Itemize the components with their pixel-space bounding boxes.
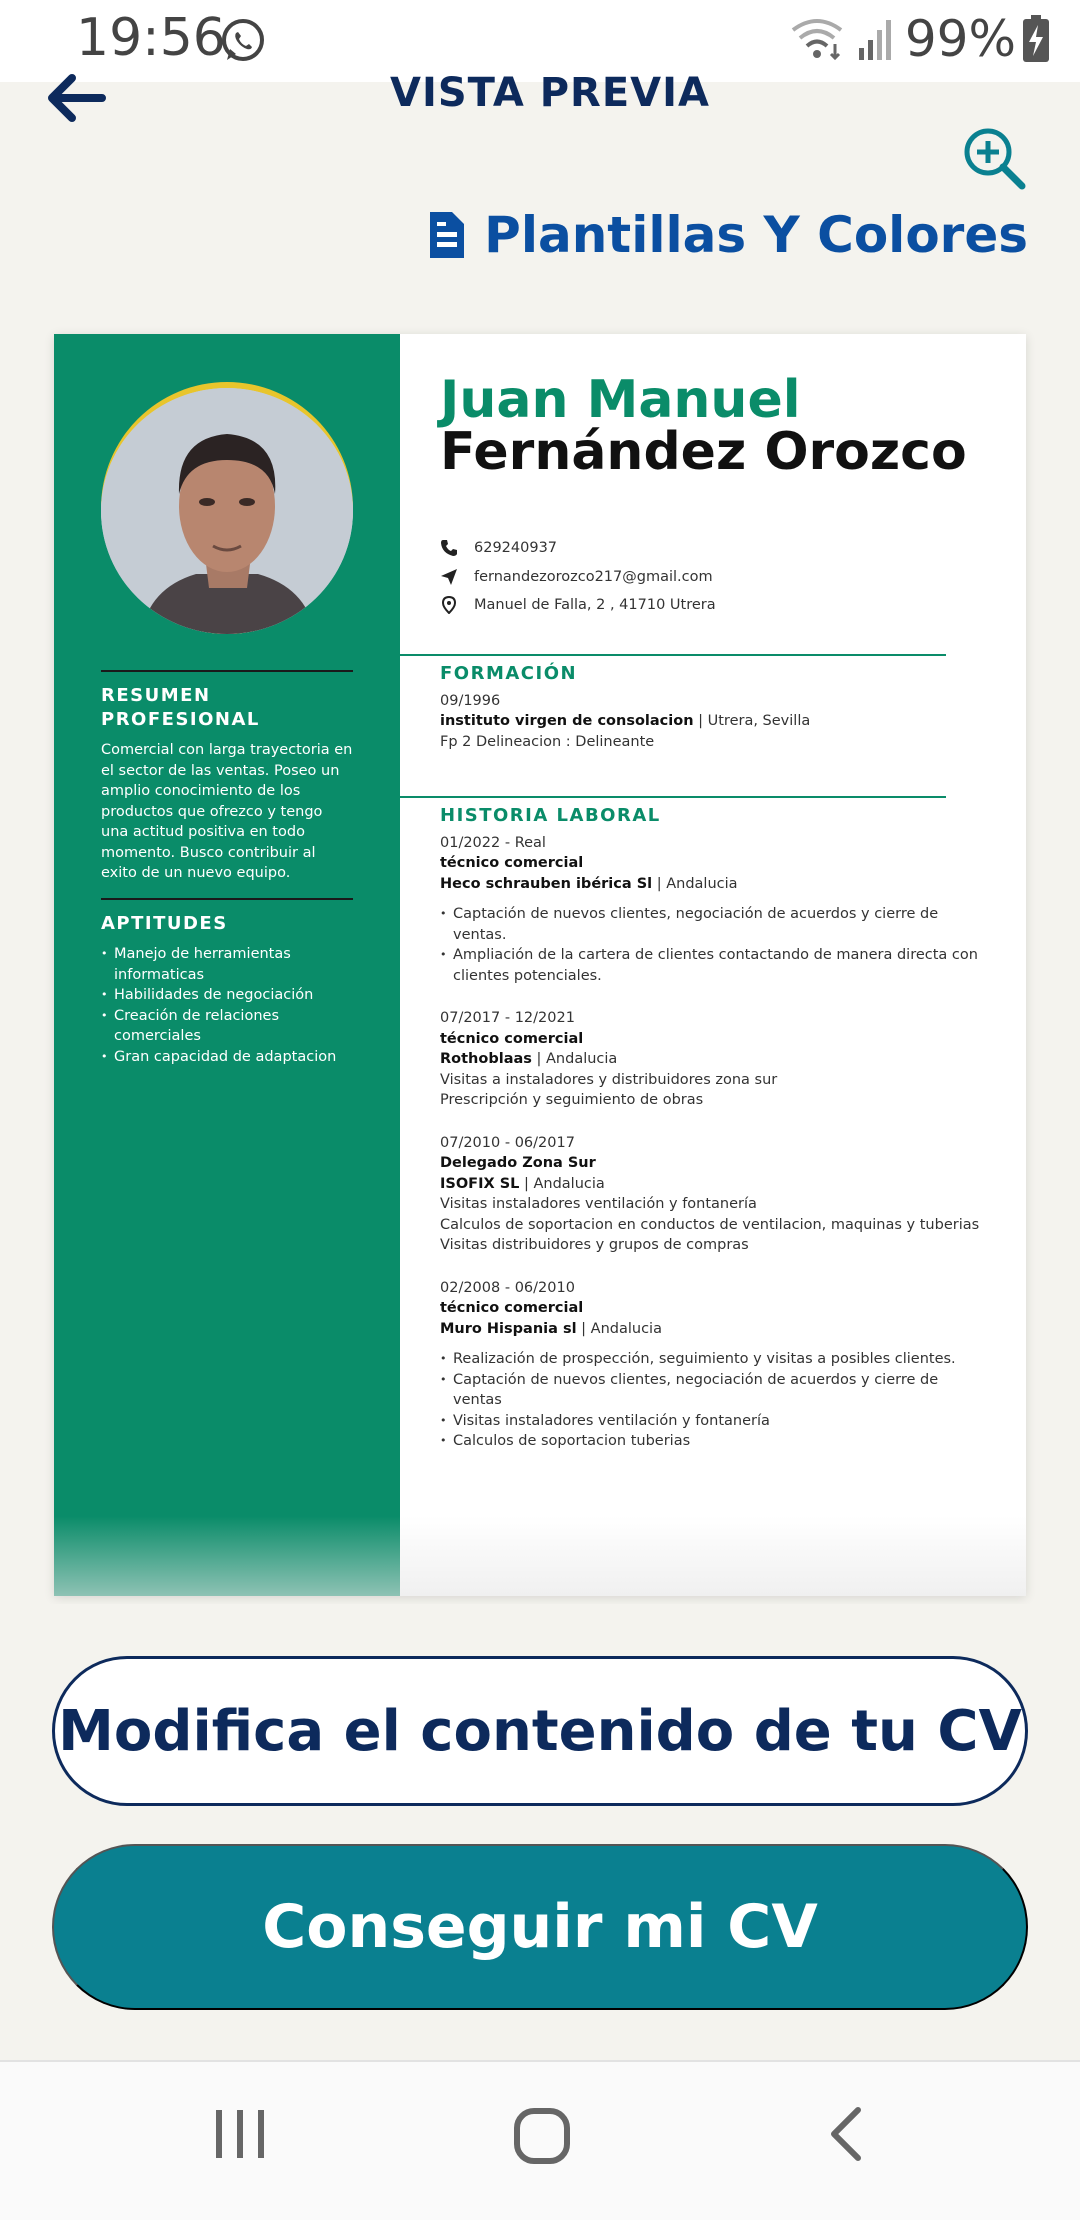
education-location: | Utrera, Sevilla: [693, 713, 811, 729]
summary-heading-line1: RESUMEN: [101, 685, 211, 706]
education-section: [440, 664, 980, 752]
job-line: Visitas instaladores ventilación y fontanería: [440, 1196, 757, 1212]
education-school: instituto virgen de consolacion: [440, 713, 694, 729]
job-company: Heco schrauben ibérica Sl: [440, 875, 653, 892]
job-dates: 07/2010 - 06/2017: [440, 1134, 575, 1151]
job-company-row: [440, 1319, 980, 1340]
page-title: VISTA PREVIA: [390, 70, 710, 116]
job-company: Muro Hispania sl: [440, 1320, 577, 1337]
summary-section: [101, 670, 353, 884]
person-silhouette-icon: [101, 388, 353, 634]
signal-icon: [855, 16, 895, 62]
job-title: técnico comercial: [440, 1300, 584, 1316]
job-company-row: [440, 1174, 980, 1195]
job-line: Visitas distribuidores y grupos de compras: [440, 1237, 749, 1253]
zoom-in-icon[interactable]: [962, 126, 1028, 192]
job-bullet: • Ampliación de la cartera de clientes contactando de manera directa con clientes potenciales.: [440, 945, 980, 986]
job-location: | Andalucia: [576, 1320, 662, 1337]
system-nav-bar: [0, 2060, 1080, 2220]
profile-photo: [101, 388, 353, 634]
document-icon: [428, 210, 466, 260]
skills-heading: APTITUDES: [101, 913, 228, 934]
back-nav-icon[interactable]: [826, 2106, 866, 2162]
contact-email-text: fernandezorozco217@gmail.com: [474, 568, 713, 585]
skill-item: • Gran capacidad de adaptacion: [101, 1047, 353, 1068]
job-title: técnico comercial: [440, 1030, 584, 1047]
job-bullets: [440, 904, 980, 986]
cv-main-column: [400, 334, 1026, 1596]
recent-apps-icon[interactable]: [212, 2106, 268, 2162]
battery-percent: 99%: [904, 10, 1016, 68]
job-company: ISOFIX SL: [440, 1175, 520, 1192]
job-location: | Andalucia: [519, 1175, 605, 1192]
job-dates: 02/2008 - 06/2010: [440, 1279, 575, 1296]
job-line: Prescripción y seguimiento de obras: [440, 1092, 704, 1108]
section-divider: [400, 654, 946, 656]
job-bullet: • Captación de nuevos clientes, negociación de acuerdos y cierre de ventas.: [440, 904, 980, 945]
wifi-icon: [791, 16, 847, 62]
job-title: Delegado Zona Sur: [440, 1155, 596, 1171]
job-company-row: [440, 1049, 980, 1070]
job-company-row: [440, 874, 980, 895]
job-entry: [440, 1008, 980, 1111]
contact-address: [440, 591, 716, 620]
education-date: 09/1996: [440, 692, 501, 709]
whatsapp-icon: [218, 16, 268, 66]
summary-heading: [101, 684, 353, 732]
contact-address-text: Manuel de Falla, 2 , 41710 Utrera: [474, 597, 716, 614]
contact-phone-text: 629240937: [474, 540, 558, 557]
skill-item: • Creación de relaciones comerciales: [101, 1006, 353, 1047]
cv-sidebar: [54, 334, 400, 1596]
cv-preview[interactable]: [54, 334, 1026, 1596]
job-bullet: • Captación de nuevos clientes, negociación de acuerdos y cierre de ventas: [440, 1370, 980, 1411]
location-pin-icon: [440, 596, 458, 614]
work-section: [440, 806, 980, 1474]
skills-section: [101, 898, 353, 1067]
skill-item: • Manejo de herramientas informaticas: [101, 944, 353, 985]
work-heading: HISTORIA LABORAL: [440, 805, 661, 826]
job-location: | Andalucia: [531, 1051, 618, 1067]
education-degree: Fp 2 Delineacion : Delineante: [440, 733, 655, 750]
divider: [101, 670, 353, 672]
job-bullet: • Realización de prospección, seguimiento y visitas a posibles clientes.: [440, 1349, 980, 1370]
job-line: Calculos de soportacion en conductos de ventilacion, maquinas y tuberias: [440, 1216, 980, 1233]
job-bullet: • Calculos de soportacion tuberias: [440, 1431, 980, 1452]
battery-charging-icon: [1022, 15, 1050, 63]
status-icons: [791, 10, 1050, 68]
job-line: Visitas a instaladores y distribuidores zona sur: [440, 1071, 778, 1088]
preview-fade: [54, 1516, 1026, 1596]
job-entry: [440, 833, 980, 987]
job-location: | Andalucia: [652, 875, 738, 892]
cv-last-name: Fernández Orozco: [440, 422, 967, 482]
job-title: técnico comercial: [440, 855, 584, 871]
edit-cv-button[interactable]: Modifica el contenido de tu CV: [52, 1656, 1028, 1806]
phone-icon: [440, 539, 458, 557]
job-bullets: [440, 1349, 980, 1452]
bottom-actions: [0, 1604, 1080, 2060]
status-time: 19:56: [76, 8, 226, 68]
section-divider: [400, 796, 946, 798]
send-icon: [440, 568, 458, 586]
get-cv-button[interactable]: Conseguir mi CV: [52, 1844, 1028, 2010]
job-dates: 01/2022 - Real: [440, 834, 546, 851]
skill-item: • Habilidades de negociación: [101, 985, 353, 1006]
job-dates: 07/2017 - 12/2021: [440, 1010, 575, 1026]
templates-link-label: Plantillas Y Colores: [484, 206, 1028, 264]
home-icon[interactable]: [512, 2106, 572, 2166]
education-school-row: [440, 711, 980, 732]
job-entry: [440, 1278, 980, 1452]
job-company: Rothoblaas: [440, 1051, 532, 1067]
job-entry: [440, 1133, 980, 1256]
cv-first-name: Juan Manuel: [440, 370, 801, 430]
contact-email: [440, 563, 716, 592]
education-heading: FORMACIÓN: [440, 663, 578, 684]
divider: [101, 898, 353, 900]
skills-list: [101, 944, 353, 1067]
profile-photo-frame: [101, 382, 353, 634]
summary-heading-line2: PROFESIONAL: [101, 709, 260, 730]
contact-phone: [440, 534, 716, 563]
contact-list: [440, 534, 716, 620]
summary-text: Comercial con larga trayectoria en el sector de las ventas. Poseo un amplio conocimiento de los productos que ofrezco y tengo una actitud positiva en todo momento. Busco contribuir al exito de un nuevo equipo.: [101, 742, 353, 881]
job-bullet: • Visitas instaladores ventilación y fontanería: [440, 1411, 980, 1432]
templates-and-colors-link[interactable]: [428, 206, 1028, 264]
